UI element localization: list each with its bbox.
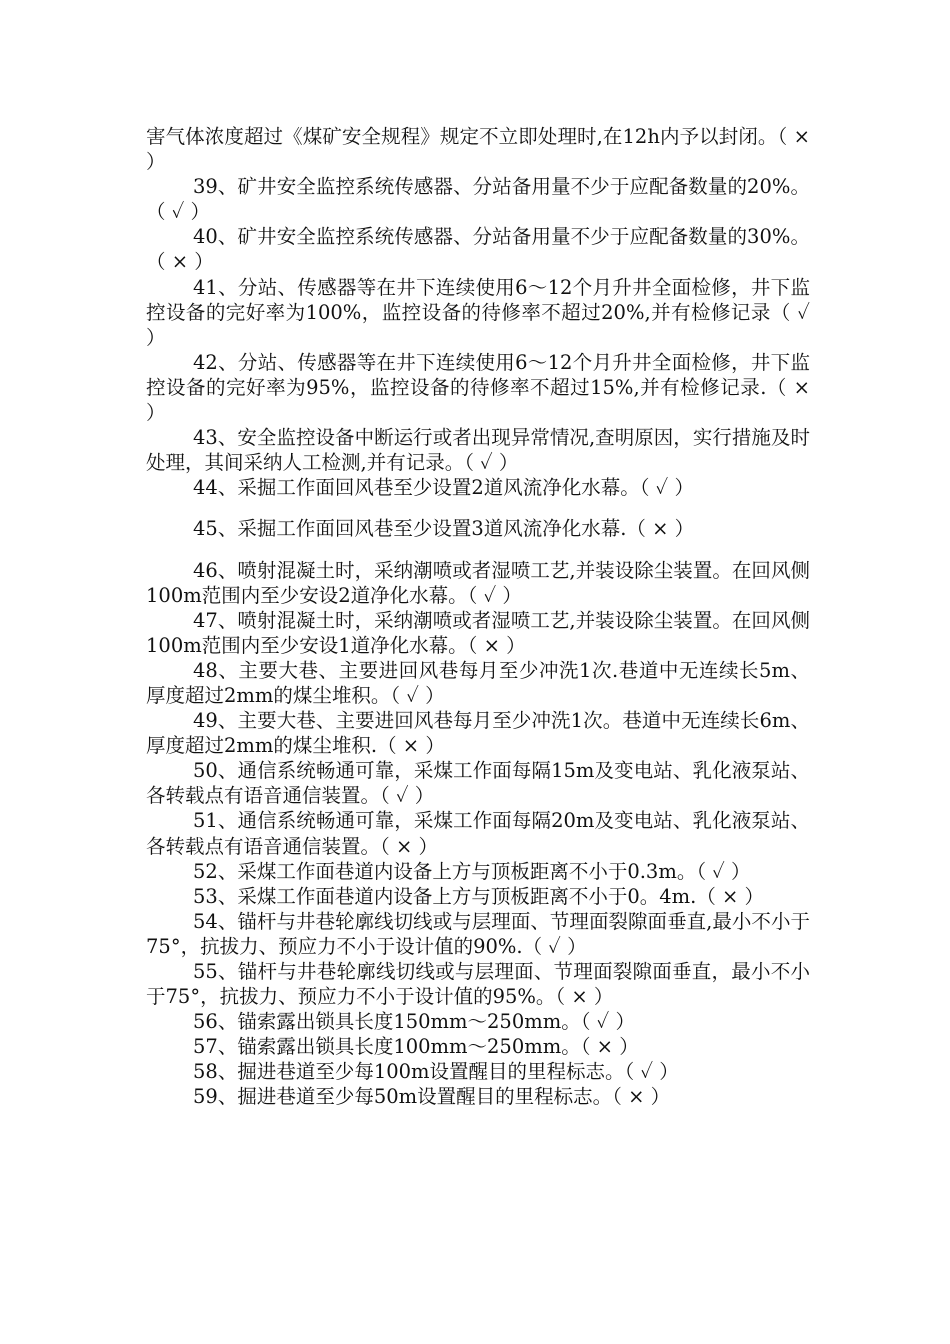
question-50: 50、通信系统畅通可靠，采煤工作面每隔15m及变电站、乳化液泵站、各转载点有语音通信装置。（ ✓ ） <box>146 759 810 808</box>
document-body <box>146 124 810 1110</box>
question-41: 41、分站、传感器等在井下连续使用6～12个月升井全面检修，井下监控设备的完好率为100%，监控设备的待修率不超过20%,并有检修记录（ ✓ ） <box>146 275 810 349</box>
question-56: 56、锚索露出锁具长度150mm～250mm。（ ✓ ） <box>193 1010 635 1034</box>
question-48: 48、主要大巷、主要进回风巷每月至少冲洗1次.巷道中无连续长5m、厚度超过2mm的煤尘堆积。（ ✓ ） <box>146 658 810 707</box>
question-45: 45、采掘工作面回风巷至少设置3道风流净化水幕.（ × ） <box>193 517 695 541</box>
question-46: 46、喷射混凝土时，采纳潮喷或者湿喷工艺,并装设除尘装置。在回风侧100m范围内至少安设2道净化水幕。（ ✓ ） <box>146 558 810 607</box>
question-40: 40、矿井安全监控系统传感器、分站备用量不少于应配备数量的30%。（ × ） <box>146 225 810 274</box>
question-47: 47、喷射混凝土时，采纳潮喷或者湿喷工艺,并装设除尘装置。在回风侧100m范围内至少安设1道净化水幕。（ × ） <box>146 608 810 657</box>
question-53: 53、采煤工作面巷道内设备上方与顶板距离不小于0。4m.（ × ） <box>193 884 765 908</box>
question-43: 43、安全监控设备中断运行或者出现异常情况,查明原因，实行措施及时处理，其间采纳人工检测,并有记录。（ ✓ ） <box>146 426 810 475</box>
question-57: 57、锚索露出锁具长度100mm～250mm。（ × ） <box>193 1035 639 1059</box>
paragraph-38-continued: 害气体浓度超过《煤矿安全规程》规定不立即处理时,在12h内予以封闭。（ × ） <box>146 125 810 174</box>
question-42: 42、分站、传感器等在井下连续使用6～12个月升井全面检修，井下监控设备的完好率为95%，监控设备的待修率不超过15%,并有检修记录.（ × ） <box>146 350 810 425</box>
question-44: 44、采掘工作面回风巷至少设置2道风流净化水幕。（ ✓ ） <box>193 476 694 500</box>
question-58: 58、掘进巷道至少每100m设置醒目的里程标志。（ ✓ ） <box>193 1060 679 1084</box>
question-39: 39、矿井安全监控系统传感器、分站备用量不少于应配备数量的20%。（ ✓ ） <box>146 175 810 224</box>
question-54: 54、锚杆与井巷轮廓线切线或与层理面、节理面裂隙面垂直,最小不小于75°，抗拔力、预应力不小于设计值的90%.（ ✓ ） <box>146 909 810 958</box>
question-51: 51、通信系统畅通可靠，采煤工作面每隔20m及变电站、乳化液泵站、各转载点有语音通信装置。（ × ） <box>146 809 810 858</box>
question-49: 49、主要大巷、主要进回风巷每月至少冲洗1次。巷道中无连续长6m、厚度超过2mm的煤尘堆积.（ × ） <box>146 709 810 758</box>
question-59: 59、掘进巷道至少每50m设置醒目的里程标志。（ × ） <box>193 1085 671 1109</box>
question-52: 52、采煤工作面巷道内设备上方与顶板距离不小于0.3m。（ ✓ ） <box>193 859 751 883</box>
question-55: 55、锚杆与井巷轮廓线切线或与层理面、节理面裂隙面垂直，最小不小于75°，抗拔力、预应力不小于设计值的95%。（ × ） <box>146 960 810 1009</box>
